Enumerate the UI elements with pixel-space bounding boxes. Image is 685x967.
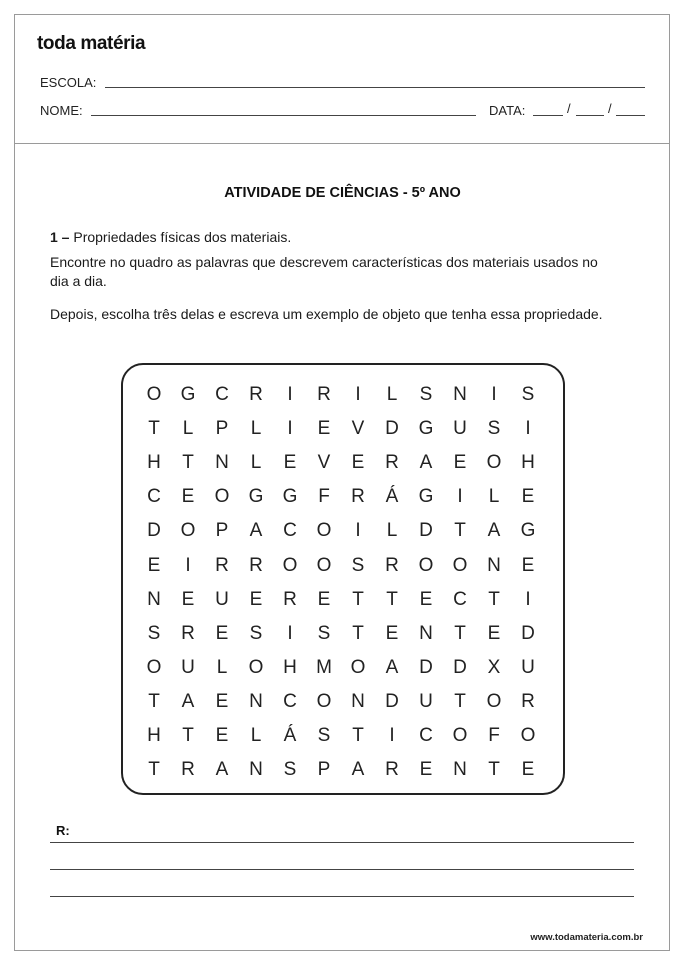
grid-letter[interactable]: T [454, 690, 466, 712]
grid-letter[interactable]: N [147, 588, 161, 610]
grid-letter[interactable]: P [215, 418, 229, 440]
logo: toda matéria [37, 33, 146, 54]
grid-letter[interactable]: H [147, 452, 161, 474]
grid-letter[interactable]: T [182, 452, 194, 474]
grid-letter[interactable]: I [491, 384, 497, 406]
grid-letter[interactable]: A [181, 690, 195, 712]
grid-letter[interactable]: N [487, 554, 501, 576]
grid-letter[interactable]: E [181, 588, 195, 610]
grid-letter[interactable]: I [355, 384, 361, 406]
grid-letter[interactable]: G [418, 418, 434, 440]
date-separator: / [608, 101, 612, 116]
grid-row [137, 378, 545, 412]
grid-letter[interactable]: E [521, 554, 535, 576]
grid-letter[interactable]: M [316, 656, 332, 678]
grid-letter[interactable]: N [249, 759, 263, 781]
grid-row [137, 719, 545, 753]
grid-letter[interactable]: A [487, 520, 501, 542]
grid-row [137, 446, 545, 480]
grid-row [137, 753, 545, 787]
grid-letter[interactable]: S [317, 724, 331, 746]
grid-letter[interactable]: L [250, 418, 262, 440]
grid-letter[interactable]: I [355, 520, 361, 542]
answer-line[interactable] [50, 842, 634, 843]
grid-letter[interactable]: U [419, 690, 433, 712]
grid-letter[interactable]: L [216, 656, 228, 678]
grid-letter[interactable]: O [214, 486, 230, 508]
grid-letter[interactable]: R [181, 622, 195, 644]
grid-letter[interactable]: E [317, 588, 331, 610]
grid-letter[interactable]: R [351, 486, 365, 508]
grid-row [137, 514, 545, 548]
grid-letter[interactable]: E [521, 486, 535, 508]
grid-letter[interactable]: T [148, 418, 160, 440]
grid-letter[interactable]: D [385, 690, 399, 712]
answer-label: R: [56, 823, 70, 838]
question-text: Propriedades físicas dos materiais. [73, 229, 292, 245]
school-field[interactable] [105, 87, 645, 88]
grid-letter[interactable]: G [180, 384, 196, 406]
grid-letter[interactable]: O [452, 724, 468, 746]
grid-letter[interactable]: O [146, 656, 162, 678]
grid-letter[interactable]: T [182, 724, 194, 746]
grid-letter[interactable]: O [316, 520, 332, 542]
grid-letter[interactable]: O [486, 452, 502, 474]
grid-letter[interactable]: O [316, 554, 332, 576]
grid-letter[interactable]: R [521, 690, 535, 712]
grid-letter[interactable]: D [419, 656, 433, 678]
grid-letter[interactable]: E [487, 622, 501, 644]
grid-letter[interactable]: H [147, 724, 161, 746]
grid-row [137, 617, 545, 651]
grid-letter[interactable]: I [287, 622, 293, 644]
grid-letter[interactable]: D [453, 656, 467, 678]
grid-letter[interactable]: T [488, 588, 500, 610]
date-label: DATA: [489, 103, 526, 118]
grid-letter[interactable]: R [317, 384, 331, 406]
grid-letter[interactable]: E [283, 452, 297, 474]
grid-letter[interactable]: S [419, 384, 433, 406]
grid-letter[interactable]: R [215, 554, 229, 576]
grid-letter[interactable]: O [350, 656, 366, 678]
grid-letter[interactable]: R [249, 554, 263, 576]
grid-letter[interactable]: T [352, 588, 364, 610]
name-field[interactable] [91, 115, 476, 116]
grid-row [137, 412, 545, 446]
grid-letter[interactable]: N [419, 622, 433, 644]
grid-letter[interactable]: O [282, 554, 298, 576]
grid-letter[interactable]: U [521, 656, 535, 678]
grid-letter[interactable]: U [181, 656, 195, 678]
grid-letter[interactable]: T [148, 759, 160, 781]
grid-letter[interactable]: A [385, 656, 399, 678]
grid-letter[interactable]: H [521, 452, 535, 474]
grid-letter[interactable]: A [419, 452, 433, 474]
grid-letter[interactable]: X [487, 656, 501, 678]
grid-letter[interactable]: I [185, 554, 191, 576]
grid-letter[interactable]: G [520, 520, 536, 542]
grid-letter[interactable]: S [249, 622, 263, 644]
grid-letter[interactable]: L [386, 520, 398, 542]
grid-letter[interactable]: A [249, 520, 263, 542]
header-divider [14, 143, 670, 144]
grid-letter[interactable]: S [147, 622, 161, 644]
answer-line[interactable] [50, 869, 634, 870]
grid-letter[interactable]: T [352, 724, 364, 746]
grid-row [137, 651, 545, 685]
date-month-field[interactable] [576, 115, 604, 116]
grid-letter[interactable]: E [215, 690, 229, 712]
grid-letter[interactable]: T [454, 520, 466, 542]
grid-letter[interactable]: C [453, 588, 467, 610]
grid-letter[interactable]: R [249, 384, 263, 406]
grid-letter[interactable]: N [215, 452, 229, 474]
grid-letter[interactable]: D [521, 622, 535, 644]
grid-letter[interactable]: E [147, 554, 161, 576]
grid-letter[interactable]: C [283, 690, 297, 712]
grid-letter[interactable]: N [453, 759, 467, 781]
grid-letter[interactable]: E [521, 759, 535, 781]
grid-row [137, 548, 545, 582]
answer-line[interactable] [50, 896, 634, 897]
grid-letter[interactable]: C [147, 486, 161, 508]
grid-letter[interactable]: O [520, 724, 536, 746]
grid-letter[interactable]: O [248, 656, 264, 678]
grid-letter[interactable]: T [488, 759, 500, 781]
grid-letter[interactable]: N [351, 690, 365, 712]
grid-letter[interactable]: S [351, 554, 365, 576]
grid-letter[interactable]: L [182, 418, 194, 440]
grid-letter[interactable]: E [215, 622, 229, 644]
grid-letter[interactable]: O [418, 554, 434, 576]
grid-letter[interactable]: N [453, 384, 467, 406]
grid-letter[interactable]: E [181, 486, 195, 508]
grid-letter[interactable]: O [146, 384, 162, 406]
grid-letter[interactable]: S [521, 384, 535, 406]
grid-letter[interactable]: Á [283, 724, 297, 746]
grid-letter[interactable]: O [316, 690, 332, 712]
date-year-field[interactable] [616, 115, 645, 116]
school-label: ESCOLA: [40, 75, 97, 90]
grid-letter[interactable]: E [249, 588, 263, 610]
grid-letter[interactable]: N [249, 690, 263, 712]
grid-letter[interactable]: O [486, 690, 502, 712]
grid-letter[interactable]: E [317, 418, 331, 440]
grid-letter[interactable]: A [351, 759, 365, 781]
grid-letter[interactable]: A [215, 759, 229, 781]
grid-letter[interactable]: E [453, 452, 467, 474]
grid-letter[interactable]: C [419, 724, 433, 746]
grid-letter[interactable]: V [317, 452, 331, 474]
grid-letter[interactable]: L [386, 384, 398, 406]
instruction-1: Encontre no quadro as palavras que descrevem características dos materiais usados no dia a dia. [50, 254, 598, 289]
grid-letter[interactable]: T [386, 588, 398, 610]
instruction-2: Depois, escolha três delas e escreva um exemplo de objeto que tenha essa propriedade. [50, 306, 603, 322]
grid-letter[interactable]: E [351, 452, 365, 474]
grid-letter[interactable]: D [419, 520, 433, 542]
grid-letter[interactable]: L [488, 486, 500, 508]
question-number: 1 – [50, 229, 70, 245]
grid-letter[interactable]: L [250, 452, 262, 474]
grid-letter[interactable]: P [215, 520, 229, 542]
grid-letter[interactable]: S [317, 622, 331, 644]
grid-letter[interactable]: I [389, 724, 395, 746]
word-search-grid [137, 378, 545, 787]
grid-letter[interactable]: G [282, 486, 298, 508]
grid-letter[interactable]: G [418, 486, 434, 508]
grid-letter[interactable]: U [453, 418, 467, 440]
grid-letter[interactable]: Á [385, 486, 399, 508]
grid-letter[interactable]: I [525, 418, 531, 440]
grid-letter[interactable]: O [452, 554, 468, 576]
grid-letter[interactable]: E [215, 724, 229, 746]
grid-letter[interactable]: E [419, 588, 433, 610]
grid-letter[interactable]: O [180, 520, 196, 542]
question-line [50, 228, 610, 247]
grid-letter[interactable]: S [487, 418, 501, 440]
grid-letter[interactable]: T [454, 622, 466, 644]
grid-letter[interactable]: R [181, 759, 195, 781]
grid-letter[interactable]: U [215, 588, 229, 610]
grid-letter[interactable]: T [352, 622, 364, 644]
grid-letter[interactable]: R [283, 588, 297, 610]
name-label: NOME: [40, 103, 83, 118]
grid-letter[interactable]: S [283, 759, 297, 781]
grid-letter[interactable]: E [385, 622, 399, 644]
grid-letter[interactable]: C [215, 384, 229, 406]
grid-letter[interactable]: R [385, 554, 399, 576]
grid-letter[interactable]: V [351, 418, 365, 440]
grid-letter[interactable]: F [488, 724, 500, 746]
grid-letter[interactable]: R [385, 759, 399, 781]
grid-letter[interactable]: L [250, 724, 262, 746]
grid-letter[interactable]: T [148, 690, 160, 712]
grid-letter[interactable]: G [248, 486, 264, 508]
grid-letter[interactable]: I [457, 486, 463, 508]
grid-letter[interactable]: R [385, 452, 399, 474]
grid-letter[interactable]: I [287, 384, 293, 406]
grid-letter[interactable]: H [283, 656, 297, 678]
grid-row [137, 583, 545, 617]
grid-row [137, 480, 545, 514]
grid-letter[interactable]: I [287, 418, 293, 440]
grid-letter[interactable]: D [147, 520, 161, 542]
date-day-field[interactable] [533, 115, 563, 116]
footer-site: www.todamateria.com.br [530, 932, 643, 943]
grid-letter[interactable]: C [283, 520, 297, 542]
activity-title: ATIVIDADE DE CIÊNCIAS - 5º ANO [224, 185, 461, 201]
grid-letter[interactable]: F [318, 486, 330, 508]
grid-letter[interactable]: D [385, 418, 399, 440]
grid-letter[interactable]: I [525, 588, 531, 610]
grid-letter[interactable]: P [317, 759, 331, 781]
grid-row [137, 685, 545, 719]
date-separator: / [567, 101, 571, 116]
grid-letter[interactable]: E [419, 759, 433, 781]
